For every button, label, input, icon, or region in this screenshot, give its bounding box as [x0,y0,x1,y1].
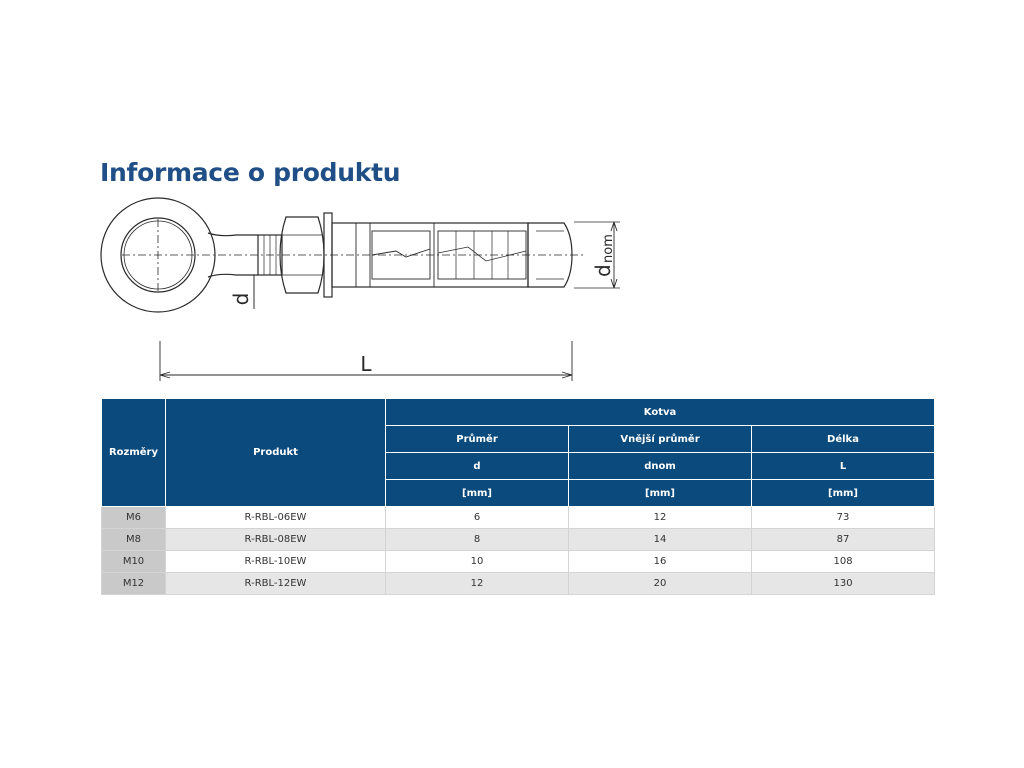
header-kotva: Kotva [386,399,935,426]
table-row [102,529,935,551]
table-row [102,507,935,529]
label-L: L [360,352,372,376]
cell-d: 6 [386,507,569,529]
header-produkt: Produkt [166,399,386,507]
table-row [102,573,935,595]
cell-dnom: 20 [569,573,752,595]
page-title: Informace o produktu [100,158,401,187]
table-row [102,551,935,573]
label-dnom-main: d [591,264,615,277]
cell-product: R-RBL-08EW [166,529,386,551]
header-unit-dnom: [mm] [569,480,752,507]
header-symbol-dnom: dnom [569,453,752,480]
product-spec-table [101,398,935,595]
header-prumer: Průměr [386,426,569,453]
cell-product: R-RBL-12EW [166,573,386,595]
cell-dnom: 14 [569,529,752,551]
cell-L: 108 [752,551,935,573]
header-rozmery: Rozměry [102,399,166,507]
label-dnom-sub: nom [601,234,616,263]
cell-L: 87 [752,529,935,551]
header-vnejsi-prumer: Vnější průměr [569,426,752,453]
header-unit-L: [mm] [752,480,935,507]
header-delka: Délka [752,426,935,453]
cell-product: R-RBL-06EW [166,507,386,529]
label-d: d [229,292,253,306]
cell-d: 10 [386,551,569,573]
cell-d: 8 [386,529,569,551]
cell-dnom: 12 [569,507,752,529]
cell-size: M6 [102,507,166,529]
cell-product: R-RBL-10EW [166,551,386,573]
cell-L: 130 [752,573,935,595]
cell-size: M12 [102,573,166,595]
cell-d: 12 [386,573,569,595]
header-unit-d: [mm] [386,480,569,507]
cell-size: M8 [102,529,166,551]
header-symbol-d: d [386,453,569,480]
anchor-technical-drawing [96,195,636,385]
header-symbol-L: L [752,453,935,480]
cell-L: 73 [752,507,935,529]
cell-dnom: 16 [569,551,752,573]
cell-size: M10 [102,551,166,573]
